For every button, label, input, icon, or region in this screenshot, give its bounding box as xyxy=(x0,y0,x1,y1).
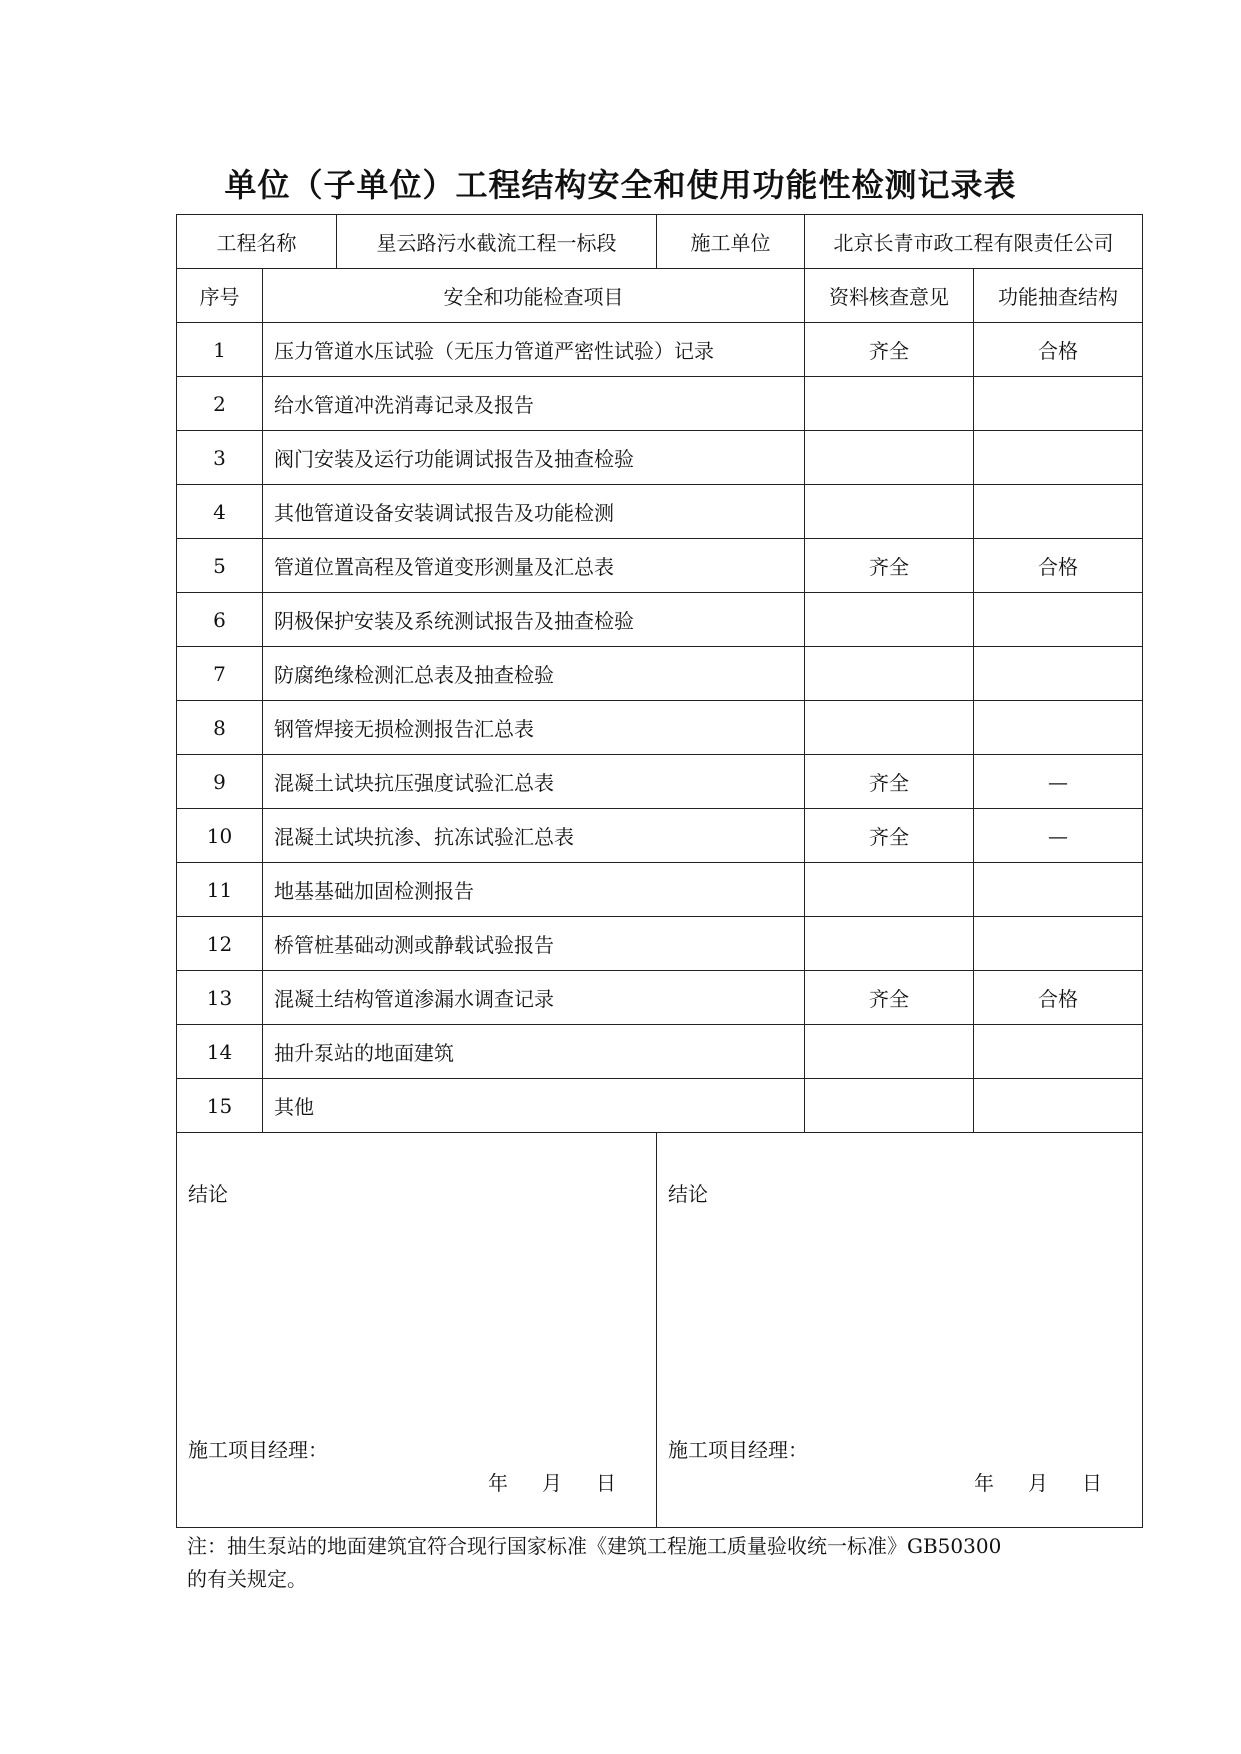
contractor-label: 施工单位 xyxy=(657,215,805,269)
row-item: 地基基础加固检测报告 xyxy=(263,863,805,917)
row-item: 混凝土试块抗压强度试验汇总表 xyxy=(263,755,805,809)
row-review: 齐全 xyxy=(805,323,974,377)
row-number: 11 xyxy=(177,863,263,917)
row-result xyxy=(974,377,1143,431)
row-number: 7 xyxy=(177,647,263,701)
page-title: 单位（子单位）工程结构安全和使用功能性检测记录表 xyxy=(224,166,1017,204)
conclusion-left xyxy=(177,1133,657,1528)
table-row xyxy=(177,755,1143,809)
contractor-value: 北京长青市政工程有限责任公司 xyxy=(805,215,1143,269)
table-row xyxy=(177,809,1143,863)
conclusion-row xyxy=(177,1133,1143,1528)
col-header-result: 功能抽查结构 xyxy=(974,269,1143,323)
table-row xyxy=(177,971,1143,1025)
row-result: — xyxy=(974,755,1143,809)
footnote-line-2: 的有关规定。 xyxy=(187,1567,307,1591)
row-result xyxy=(974,1079,1143,1133)
row-review xyxy=(805,485,974,539)
project-manager-label: 施工项目经理： xyxy=(188,1438,328,1462)
month-label: 月 xyxy=(542,1471,562,1495)
row-result: 合格 xyxy=(974,971,1143,1025)
row-number: 1 xyxy=(177,323,263,377)
conclusion-right xyxy=(657,1133,1143,1528)
project-name-label: 工程名称 xyxy=(177,215,337,269)
row-result xyxy=(974,1025,1143,1079)
row-review xyxy=(805,1025,974,1079)
row-item: 混凝土试块抗渗、抗冻试验汇总表 xyxy=(263,809,805,863)
row-review: 齐全 xyxy=(805,971,974,1025)
column-header-row xyxy=(177,269,1143,323)
row-result: — xyxy=(974,809,1143,863)
row-item: 抽升泵站的地面建筑 xyxy=(263,1025,805,1079)
row-number: 13 xyxy=(177,971,263,1025)
table-row xyxy=(177,701,1143,755)
row-number: 2 xyxy=(177,377,263,431)
row-number: 9 xyxy=(177,755,263,809)
row-item: 钢管焊接无损检测报告汇总表 xyxy=(263,701,805,755)
table-row xyxy=(177,431,1143,485)
row-item: 其他 xyxy=(263,1079,805,1133)
row-review xyxy=(805,917,974,971)
table-row xyxy=(177,1079,1143,1133)
col-header-item: 安全和功能检查项目 xyxy=(263,269,805,323)
year-label: 年 xyxy=(488,1471,508,1495)
row-review xyxy=(805,1079,974,1133)
conclusion-label: 结论 xyxy=(188,1182,228,1206)
project-manager-label: 施工项目经理： xyxy=(668,1438,808,1462)
table-row xyxy=(177,917,1143,971)
col-header-review: 资料核查意见 xyxy=(805,269,974,323)
row-item: 阴极保护安装及系统测试报告及抽查检验 xyxy=(263,593,805,647)
row-result xyxy=(974,863,1143,917)
date-line xyxy=(454,1467,616,1496)
footnote-line-1: 注：抽生泵站的地面建筑宜符合现行国家标准《建筑工程施工质量验收统一标准》GB50300 xyxy=(187,1534,1002,1558)
col-header-no: 序号 xyxy=(177,269,263,323)
table-row xyxy=(177,593,1143,647)
row-result xyxy=(974,647,1143,701)
row-number: 8 xyxy=(177,701,263,755)
table-row xyxy=(177,647,1143,701)
row-result xyxy=(974,701,1143,755)
row-review xyxy=(805,863,974,917)
day-label: 日 xyxy=(596,1471,616,1495)
row-result xyxy=(974,485,1143,539)
row-review xyxy=(805,593,974,647)
table-row xyxy=(177,539,1143,593)
row-number: 3 xyxy=(177,431,263,485)
header-row xyxy=(177,215,1143,269)
row-result: 合格 xyxy=(974,323,1143,377)
conclusion-label: 结论 xyxy=(668,1182,708,1206)
table-row xyxy=(177,377,1143,431)
row-review: 齐全 xyxy=(805,755,974,809)
table-row xyxy=(177,485,1143,539)
row-review xyxy=(805,647,974,701)
project-name-value: 星云路污水截流工程一标段 xyxy=(337,215,657,269)
row-item: 桥管桩基础动测或静载试验报告 xyxy=(263,917,805,971)
row-item: 防腐绝缘检测汇总表及抽查检验 xyxy=(263,647,805,701)
row-result xyxy=(974,593,1143,647)
date-line xyxy=(940,1467,1102,1496)
row-review xyxy=(805,377,974,431)
row-result xyxy=(974,431,1143,485)
row-review: 齐全 xyxy=(805,809,974,863)
row-number: 5 xyxy=(177,539,263,593)
row-item: 其他管道设备安装调试报告及功能检测 xyxy=(263,485,805,539)
inspection-table xyxy=(176,214,1143,1528)
day-label: 日 xyxy=(1082,1471,1102,1495)
row-item: 压力管道水压试验（无压力管道严密性试验）记录 xyxy=(263,323,805,377)
row-number: 15 xyxy=(177,1079,263,1133)
table-row xyxy=(177,323,1143,377)
month-label: 月 xyxy=(1028,1471,1048,1495)
row-review: 齐全 xyxy=(805,539,974,593)
row-item: 管道位置高程及管道变形测量及汇总表 xyxy=(263,539,805,593)
footnote xyxy=(187,1530,1087,1596)
table-row xyxy=(177,1025,1143,1079)
year-label: 年 xyxy=(974,1471,994,1495)
row-number: 12 xyxy=(177,917,263,971)
row-number: 6 xyxy=(177,593,263,647)
row-number: 4 xyxy=(177,485,263,539)
row-result xyxy=(974,917,1143,971)
row-item: 混凝土结构管道渗漏水调查记录 xyxy=(263,971,805,1025)
row-number: 14 xyxy=(177,1025,263,1079)
table-row xyxy=(177,863,1143,917)
row-number: 10 xyxy=(177,809,263,863)
row-review xyxy=(805,701,974,755)
row-item: 给水管道冲洗消毒记录及报告 xyxy=(263,377,805,431)
row-result: 合格 xyxy=(974,539,1143,593)
row-item: 阀门安装及运行功能调试报告及抽查检验 xyxy=(263,431,805,485)
row-review xyxy=(805,431,974,485)
